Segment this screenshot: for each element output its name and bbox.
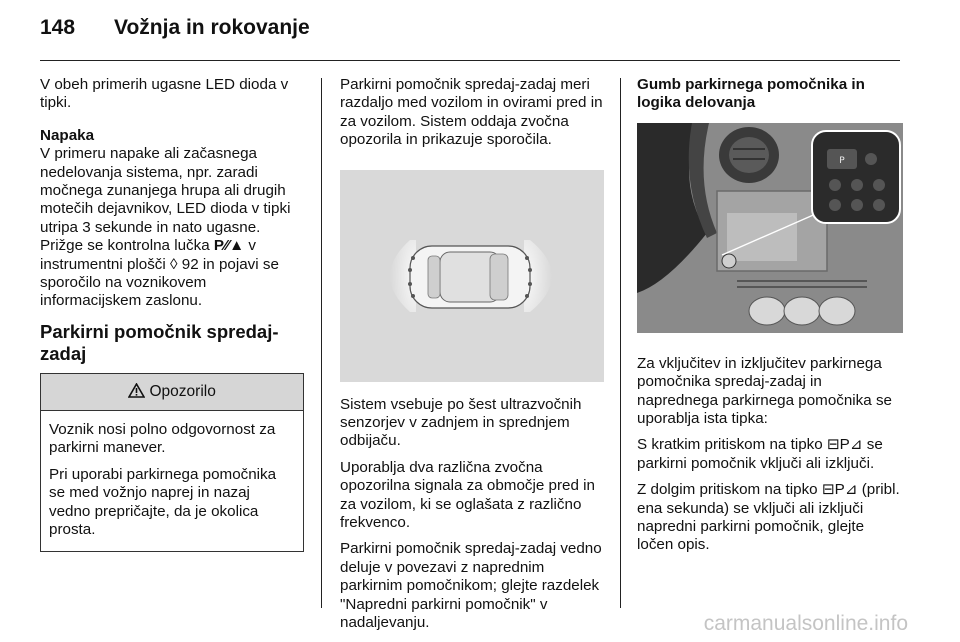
short-press-text-2: se parkirni pomočnik vključi ali izključi. — [637, 436, 883, 472]
page-title: Vožnja in rokovanje — [114, 16, 310, 39]
button-logic-heading: Gumb parkirnega pomočnika in logika delovanja — [637, 76, 865, 112]
warning-paragraph-1: Voznik nosi polno odgovornost za parkirni manever. — [49, 420, 276, 457]
fault-text-2: v instrumentni plošči — [40, 237, 256, 273]
page-reference-link[interactable]: 92 — [181, 255, 199, 273]
paragraph-long-press — [637, 481, 903, 555]
long-press-text-2: (pribl. ena sekunda) se vključi ali izključi napredni parkirni pomočnik, glejte ločen opis. — [637, 481, 900, 554]
section-heading: Parkirni pomočnik spredaj-zadaj — [40, 320, 279, 364]
column-1 — [40, 76, 304, 552]
parking-button-closeup — [812, 131, 900, 223]
fault-text-3: in pojavi se sporočilo na voznikovem informacijskem zaslonu. — [40, 255, 279, 310]
paragraph-intro: Parkirni pomočnik spredaj-zadaj meri razdaljo med vozilom in ovirami pred in za vozilom. Sistem oddaja zvočna opozorila in prikazuje sporočila. — [340, 76, 603, 149]
long-press-text-1: Z dolgim pritiskom na tipko — [637, 481, 818, 499]
warning-triangle-icon — [128, 383, 145, 398]
paragraph-advanced: Parkirni pomočnik spredaj-zadaj vedno deluje v povezavi z naprednim parkirnim pomočnikom; glejte razdelek "Napredni parkirni pomočnik" v nadaljevanju. — [340, 540, 602, 632]
column-2 — [340, 76, 604, 641]
paragraph-signals: Uporablja dva različna zvočna opozorilna signala za območje pred in za vozilom, ki se oglašata z različno frekvenco. — [340, 458, 595, 532]
column-3 — [637, 76, 903, 563]
parking-sensor-car-illustration — [340, 170, 604, 382]
paragraph-led-off: V obeh primerih ugasne LED dioda v tipki. — [40, 76, 289, 112]
parking-button-icon: ⊟P⊿ — [826, 436, 863, 454]
control-knobs — [749, 297, 855, 325]
air-vent — [719, 127, 779, 183]
column-divider-1 — [321, 78, 322, 608]
fault-text-1: V primeru napake ali začasnega nedelovanja sistema, npr. zaradi močnega zunanjega hrupa ali drugih motečih dejavnikov, LED dioda v tipki utripa 3 sekunde in nato ugasne. Prižge se kontrolna lučka — [40, 145, 291, 255]
paragraph-fault — [40, 145, 304, 311]
page-number: 148 — [40, 16, 76, 39]
paragraph-short-press — [637, 436, 903, 473]
car-top-view — [410, 246, 530, 308]
page-header — [40, 16, 900, 50]
parking-warning-icon: P⁄⁄▲ — [213, 237, 245, 255]
paragraph-same-button: Za vključitev in izključitev parkirnega pomočnika spredaj-zadaj in naprednega parkirnega pomočnika se uporablja ista tipka: — [637, 354, 892, 428]
dashboard-button-photo — [637, 123, 903, 333]
warning-box — [40, 373, 304, 552]
svg-text:P: P — [839, 155, 845, 166]
page-reference-arrow-icon: ◊ — [170, 255, 178, 273]
paragraph-sensors: Sistem vsebuje po šest ultrazvočnih senzorjev v zadnjem in sprednjem odbijaču. — [340, 395, 582, 450]
warning-body — [41, 411, 303, 551]
warning-title: Opozorilo — [149, 382, 216, 400]
short-press-text-1: S kratkim pritiskom na tipko — [637, 436, 823, 454]
header-divider — [40, 60, 900, 61]
warning-paragraph-2: Pri uporabi parkirnega pomočnika se med vožnjo naprej in nazaj vedno prepričajte, da je okolica prosta. — [49, 465, 277, 538]
parking-button-icon-2: ⊟P⊿ — [821, 481, 858, 499]
watermark: carmanualsonline.info — [703, 612, 908, 635]
column-divider-2 — [620, 78, 621, 608]
warning-header — [41, 374, 303, 411]
fault-heading: Napaka — [40, 126, 95, 144]
